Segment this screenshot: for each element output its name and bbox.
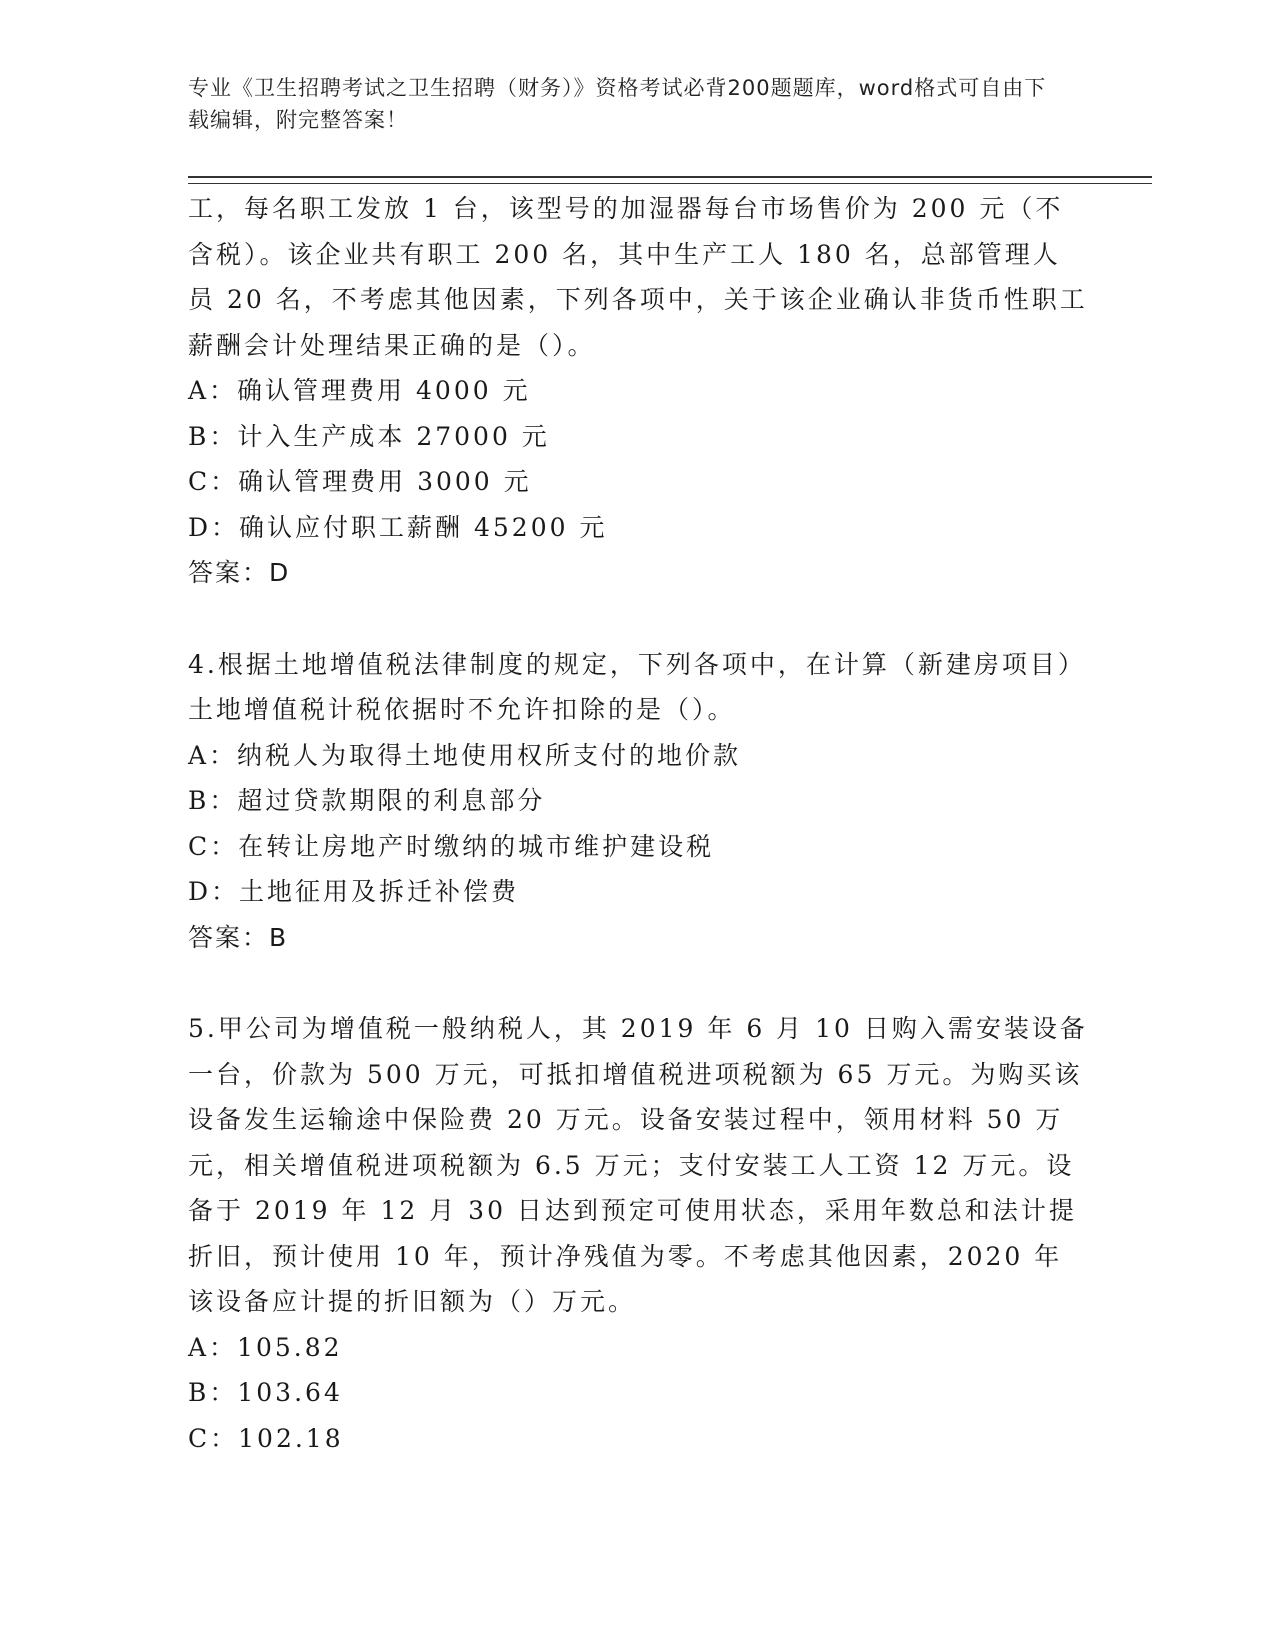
question-3 <box>188 186 1088 596</box>
question-stem: 工，每名职工发放 1 台，该型号的加湿器每台市场售价为 200 元（不含税）。该企业共有职工 200 名，其中生产工人 180 名，总部管理人员 20 名，不考虑其他因素，下列各项中，关于该企业确认非货币性职工薪酬会计处理结果正确的是（）。 <box>188 194 1088 360</box>
spacer <box>188 960 1088 1006</box>
answer-line: 答案：B <box>188 922 289 952</box>
header-divider <box>188 176 1152 184</box>
option-a: A：105.82 <box>188 1332 343 1362</box>
option-c: C：在转让房地产时缴纳的城市维护建设税 <box>188 831 715 861</box>
answer-line: 答案：D <box>188 558 291 587</box>
option-a: A：确认管理费用 4000 元 <box>188 376 531 405</box>
question-stem: 5.甲公司为增值税一般纳税人，其 2019 年 6 月 10 日购入需安装设备一台，价款为 500 万元，可抵扣增值税进项税额为 65 万元。为购买该设备发生运输途中保险费 20 万元。设备安装过程中，领用材料 50 万元，相关增值税进项税额为 6.5 万元；支付安装工人工资 12 万元。设备于 2019 年 12 月 30 日达到预定可使用状态，采用年数总和法计提折旧，预计使用 10 年，预计净残值为零。不考虑其他因素，2020 年该设备应计提的折旧额为（）万元。 <box>188 1014 1088 1316</box>
option-b: B：超过贷款期限的利息部分 <box>188 786 546 815</box>
option-b: B：103.64 <box>188 1378 343 1407</box>
option-c: C：确认管理费用 3000 元 <box>188 467 532 496</box>
document-body <box>188 186 1088 1461</box>
option-b: B：计入生产成本 27000 元 <box>188 421 550 451</box>
question-4 <box>188 642 1088 961</box>
option-d: D：确认应付职工薪酬 45200 元 <box>188 512 608 542</box>
option-a: A：纳税人为取得土地使用权所支付的地价款 <box>188 740 742 770</box>
option-d: D：土地征用及拆迁补偿费 <box>188 877 520 906</box>
spacer <box>188 596 1088 642</box>
page-header: 专业《卫生招聘考试之卫生招聘（财务）》资格考试必背200题题库，word格式可自由下载编辑，附完整答案！ <box>188 76 1047 132</box>
question-stem: 4.根据土地增值税法律制度的规定，下列各项中，在计算（新建房项目）土地增值税计税依据时不允许扣除的是（）。 <box>188 649 1086 724</box>
option-c: C：102.18 <box>188 1423 344 1453</box>
question-5 <box>188 1006 1088 1461</box>
